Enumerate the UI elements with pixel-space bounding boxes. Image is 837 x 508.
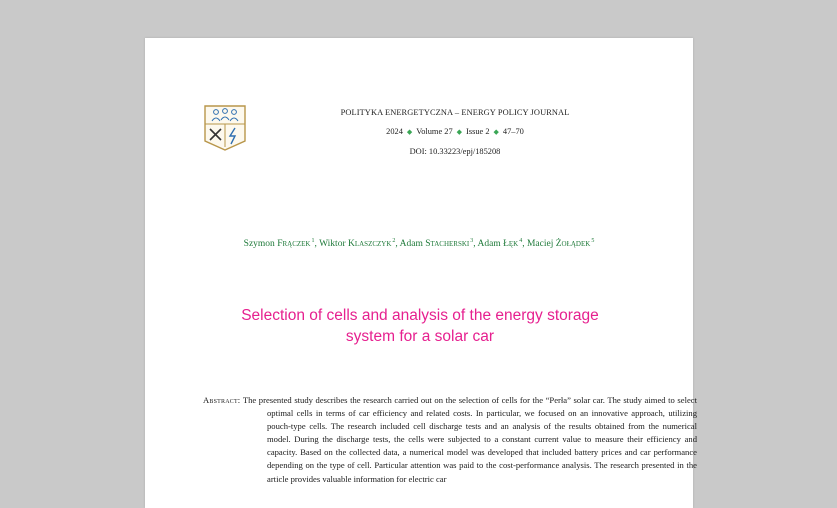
journal-volume: Volume 27 (416, 127, 453, 136)
author: Adam Stacherski$^3$ (399, 238, 474, 249)
title-line: Selection of cells and analysis of the energy storage (241, 307, 599, 324)
diamond-icon: ◆ (456, 128, 463, 136)
author: Maciej Żołądek$^5$ (526, 238, 595, 249)
journal-pages: 47–70 (502, 127, 524, 136)
paper-title (185, 305, 655, 347)
abstract-text: The presented study describes the research carried out on the selection of cells for the “Perła” solar car. The study aimed to select optimal cells in terms of car efficiency and related costs. In particular, we focused on an innovative approach, utilizing pouch-type cells. The research included cell discharge tests and an analysis of the results obtained from the numerical model. During the discharge tests, the cells were subjected to a constant current value to measure their efficiency and capacity. Based on the collected data, a numerical model was developed that included battery prices and car performance depending on the type of cell. Particular attention was paid to the cost-performance analysis. The research presented in the article provides valuable information for electric car (242, 395, 697, 484)
journal-year: 2024 (386, 127, 403, 136)
abstract-label: Abstract: (203, 395, 241, 405)
author-list: Szymon Frączek$^1$, Wiktor Klaszczyk$^2$, Adam Stacherski$^3$, Adam Łęk$^4$, Maciej Żołądek$^5$ (243, 238, 595, 249)
author: Wiktor Klaszczyk$^2$ (319, 238, 396, 249)
journal-issue-line (295, 127, 615, 136)
author: Szymon Frączek$^1$ (243, 238, 315, 249)
journal-issue: Issue 2 (466, 127, 490, 136)
author: Adam Łęk$^4$ (477, 238, 523, 249)
document-page (145, 38, 697, 508)
title-line: system for a solar car (345, 328, 495, 345)
diamond-icon: ◆ (493, 128, 499, 136)
journal-logo-icon (204, 105, 246, 151)
journal-name: POLITYKA ENERGETYCZNA – ENERGY POLICY JOURNAL (340, 108, 570, 117)
doi[interactable]: DOI: 10.33223/epj/185208 (409, 147, 501, 156)
abstract (203, 394, 697, 486)
diamond-icon: ◆ (406, 128, 413, 136)
